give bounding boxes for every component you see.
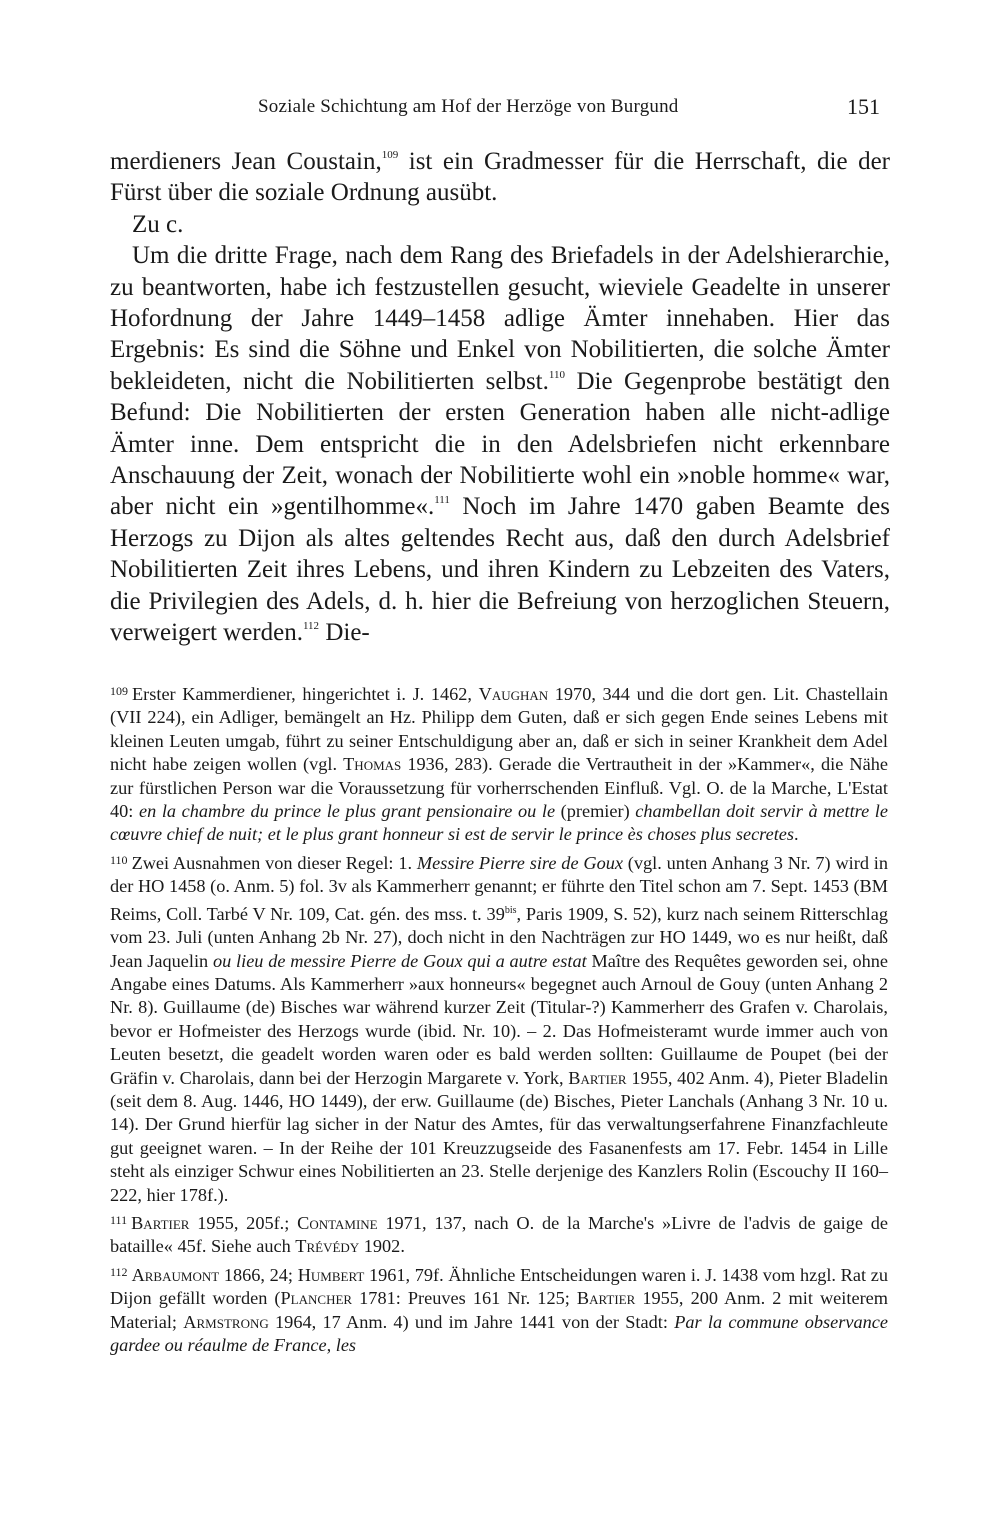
text-span: Zwei Ausnahmen von dieser Regel: 1. [131, 852, 417, 873]
quotation: chambellan doit servir à mettre le cœuvre chief de nuit; et le plus grant honneur si est de servir le prince ès choses plus secretes [110, 801, 888, 845]
author-name: Armstrong [183, 1311, 269, 1332]
footnote-ref: 110 [548, 368, 565, 381]
text-span: ist ein Gradmesser für die Herrschaft, die der Fürst über die soziale Ordnung ausübt. [110, 148, 891, 207]
text-span: Maître des Requêtes geworden sei, ohne Angabe eines Datums. Als Kammerherr »aux honneurs« begegnet auch Arnoul de Gouy (unten Anhang 2 Nr. 8). Guillaume (de) Bisches war während kurzer Zeit (Titular-?) Kammerherr des Grafen v. Charolais, bevor er Hofmeister des Herzogs wurde (ibid. Nr. 10). – 2. Das Hofmeisteramt wurde immer auch von Leuten besetzt, die geadelt worden waren oder es bald werden sollten: Guillaume de Poupet (bei der Gräfin v. Charolais, dann bei der Herzogin Margarete v. York, [110, 950, 889, 1088]
text-span: Die- [319, 619, 370, 647]
author-name: Vaughan [478, 684, 549, 704]
text-span: Erster Kammerdiener, hingerichtet i. J. 1462, [132, 684, 479, 704]
text-span: , Paris 1909, S. 52), kurz nach seinem Ritterschlag vom 23. Juli (unten Anhang 2b Nr. 27), doch nicht in den Nachträgen zur HO 1449, wo es nur heißt, daß Jean Jaquelin [110, 903, 888, 971]
footnote-ref: 111 [434, 494, 450, 507]
quotation: en la chambre du prince le plus grant pensionaire ou le [138, 801, 556, 822]
paragraph-3 [110, 240, 890, 648]
footnote-112 [110, 1261, 888, 1358]
quotation: ou lieu de messire Pierre de Goux qui a autre estat [212, 950, 587, 971]
author-name: Arbaumont [131, 1264, 220, 1285]
footnote-ref: 112 [302, 620, 320, 633]
author-name: Bartier [568, 1067, 627, 1088]
footnote-111 [110, 1209, 888, 1259]
text-span: 1955, 205f.; [189, 1213, 298, 1234]
author-name: Bartier [576, 1288, 636, 1309]
footnote-110 [110, 849, 888, 1207]
footnote-number: 111 [110, 1213, 128, 1228]
text-span: merdieners Jean Coustain, [110, 148, 382, 175]
text-span: Um die dritte Frage, nach dem Rang des Briefadels in der Adelshierarchie, zu beantworten, habe ich festzustellen gesucht, wieviele Geadelte in unserer Hofordnung der Jahre 1449–1458 adlige Ämter innehaben. Hier das Ergebnis: Es sind die Söhne und Enkel von Nobilitierten, die solche Ämter bekleideten, nicht die Nobilitierten selbst. [110, 242, 890, 395]
paragraph-2: Zu c. [132, 210, 184, 238]
footnote-number: 110 [110, 852, 128, 867]
paragraph-1 [110, 146, 890, 209]
text-span: Die Gegenprobe bestätigt den Befund: Die Nobilitierten der ersten Generation haben alle nicht-adlige Ämter inne. Dem entspricht die in den Adelsbriefen nicht erkennbare Anschauung der Zeit, wonach der Nobilitierte wohl ein »noble homme« war, aber nicht ein »gentilhomme«. [110, 367, 890, 521]
footnote-number: 109 [110, 684, 128, 698]
main-text [110, 146, 890, 649]
author-name: Plancher [280, 1288, 353, 1309]
footnotes [110, 680, 888, 1359]
text-span: 1936, 283). Gerade die Vertrautheit in der »Kammer«, die Nähe zur fürstlichen Person war die Voraussetzung für vorherrschenden Einfluß. Vgl. O. de la Marche, L'Estat 40: [110, 754, 888, 822]
text-span: 1955, 402 Anm. 4), Pieter Bladelin (seit dem 8. Aug. 1446, HO 1449), der erw. Guillaume (de) Bisches, Pieter Lanchals (Anhang 3 Nr. 10 u. 14). Der Grund hierfür lag sicher in der Natur des Amtes, für das verwaltungserfahrene Finanzfachleute gut geeignet waren. – In der Reihe der 101 Kreuzzugseide des Fasanenfests am 17. Febr. 1454 in Lille steht als einziger Schwur eines Nobilitierten an 23. Stelle derjenige des Kanzlers Rolin (Escouchy II 160–222, hier 178f.). [110, 1067, 888, 1205]
text-span: 1970, 344 und die dort gen. Lit. Chastellain (VII 224), ein Adliger, bemängelt an Hz. Philipp dem Guten, daß er sich gegen Ende seines Lebens mit kleinen Leuten umgab, führt zu seiner Entschuldigung aber an, daß er sich in seiner Krankheit dem Adel nicht habe zeigen wollen (vgl. [110, 684, 888, 775]
superscript: bis [504, 904, 517, 916]
author-name: Bartier [131, 1213, 190, 1234]
text-span: 1955, 200 Anm. 2 mit weiterem Material; [110, 1288, 888, 1332]
author-name: Contamine [297, 1213, 378, 1234]
quotation: Messire Pierre sire de Goux [416, 852, 623, 873]
author-name: Humbert [297, 1264, 365, 1285]
text-span: (premier) [555, 801, 636, 822]
author-name: Thomas [343, 754, 402, 775]
text-span: 1961, 79f. Ähnliche Entscheidungen waren i. J. 1438 vom hzgl. Rat zu Dijon gefällt worden ( [110, 1264, 888, 1309]
quotation: Par la commune observance gardee ou réaulme de France, les [110, 1311, 889, 1356]
text-span: . [794, 824, 799, 845]
text-span: (vgl. unten Anhang 3 Nr. 7) wird in der HO 1458 (o. Anm. 5) fol. 3v als Kammerherr genannt; er führte den Titel schon am 7. Sept. 1453 (BM Reims, Coll. Tarbé V Nr. 109, Cat. gén. des mss. t. 39 [110, 852, 888, 924]
text-span: 1866, 24; [219, 1264, 298, 1285]
text-span: 1781: Preuves 161 Nr. 125; [352, 1288, 577, 1309]
running-title: Soziale Schichtung am Hof der Herzöge von Burgund [258, 96, 679, 117]
page-header [110, 94, 880, 124]
text-span: 1902. [359, 1236, 405, 1257]
text-span: 1964, 17 Anm. 4) und im Jahre 1441 von der Stadt: [268, 1311, 675, 1332]
footnote-109 [110, 680, 888, 847]
text-span: Noch im Jahre 1470 gaben Beamte des Herzogs zu Dijon als altes geltendes Recht aus, daß den durch Adelsbrief Nobilitierten Zeit ihres Lebens, und ihren Kindern zu Lebzeiten des Vaters, die Privilegien des Adels, d. h. hier die Befreiung von herzoglichen Steuern, verweigert werden. [110, 493, 890, 647]
footnote-ref: 109 [381, 149, 399, 161]
text-span: 1971, 137, nach O. de la Marche's »Livre de l'advis de gaige de bataille« 45f. Siehe auch [110, 1213, 888, 1257]
author-name: Trévédy [295, 1236, 360, 1257]
page-number: 151 [847, 94, 880, 119]
footnote-number: 112 [110, 1264, 128, 1279]
